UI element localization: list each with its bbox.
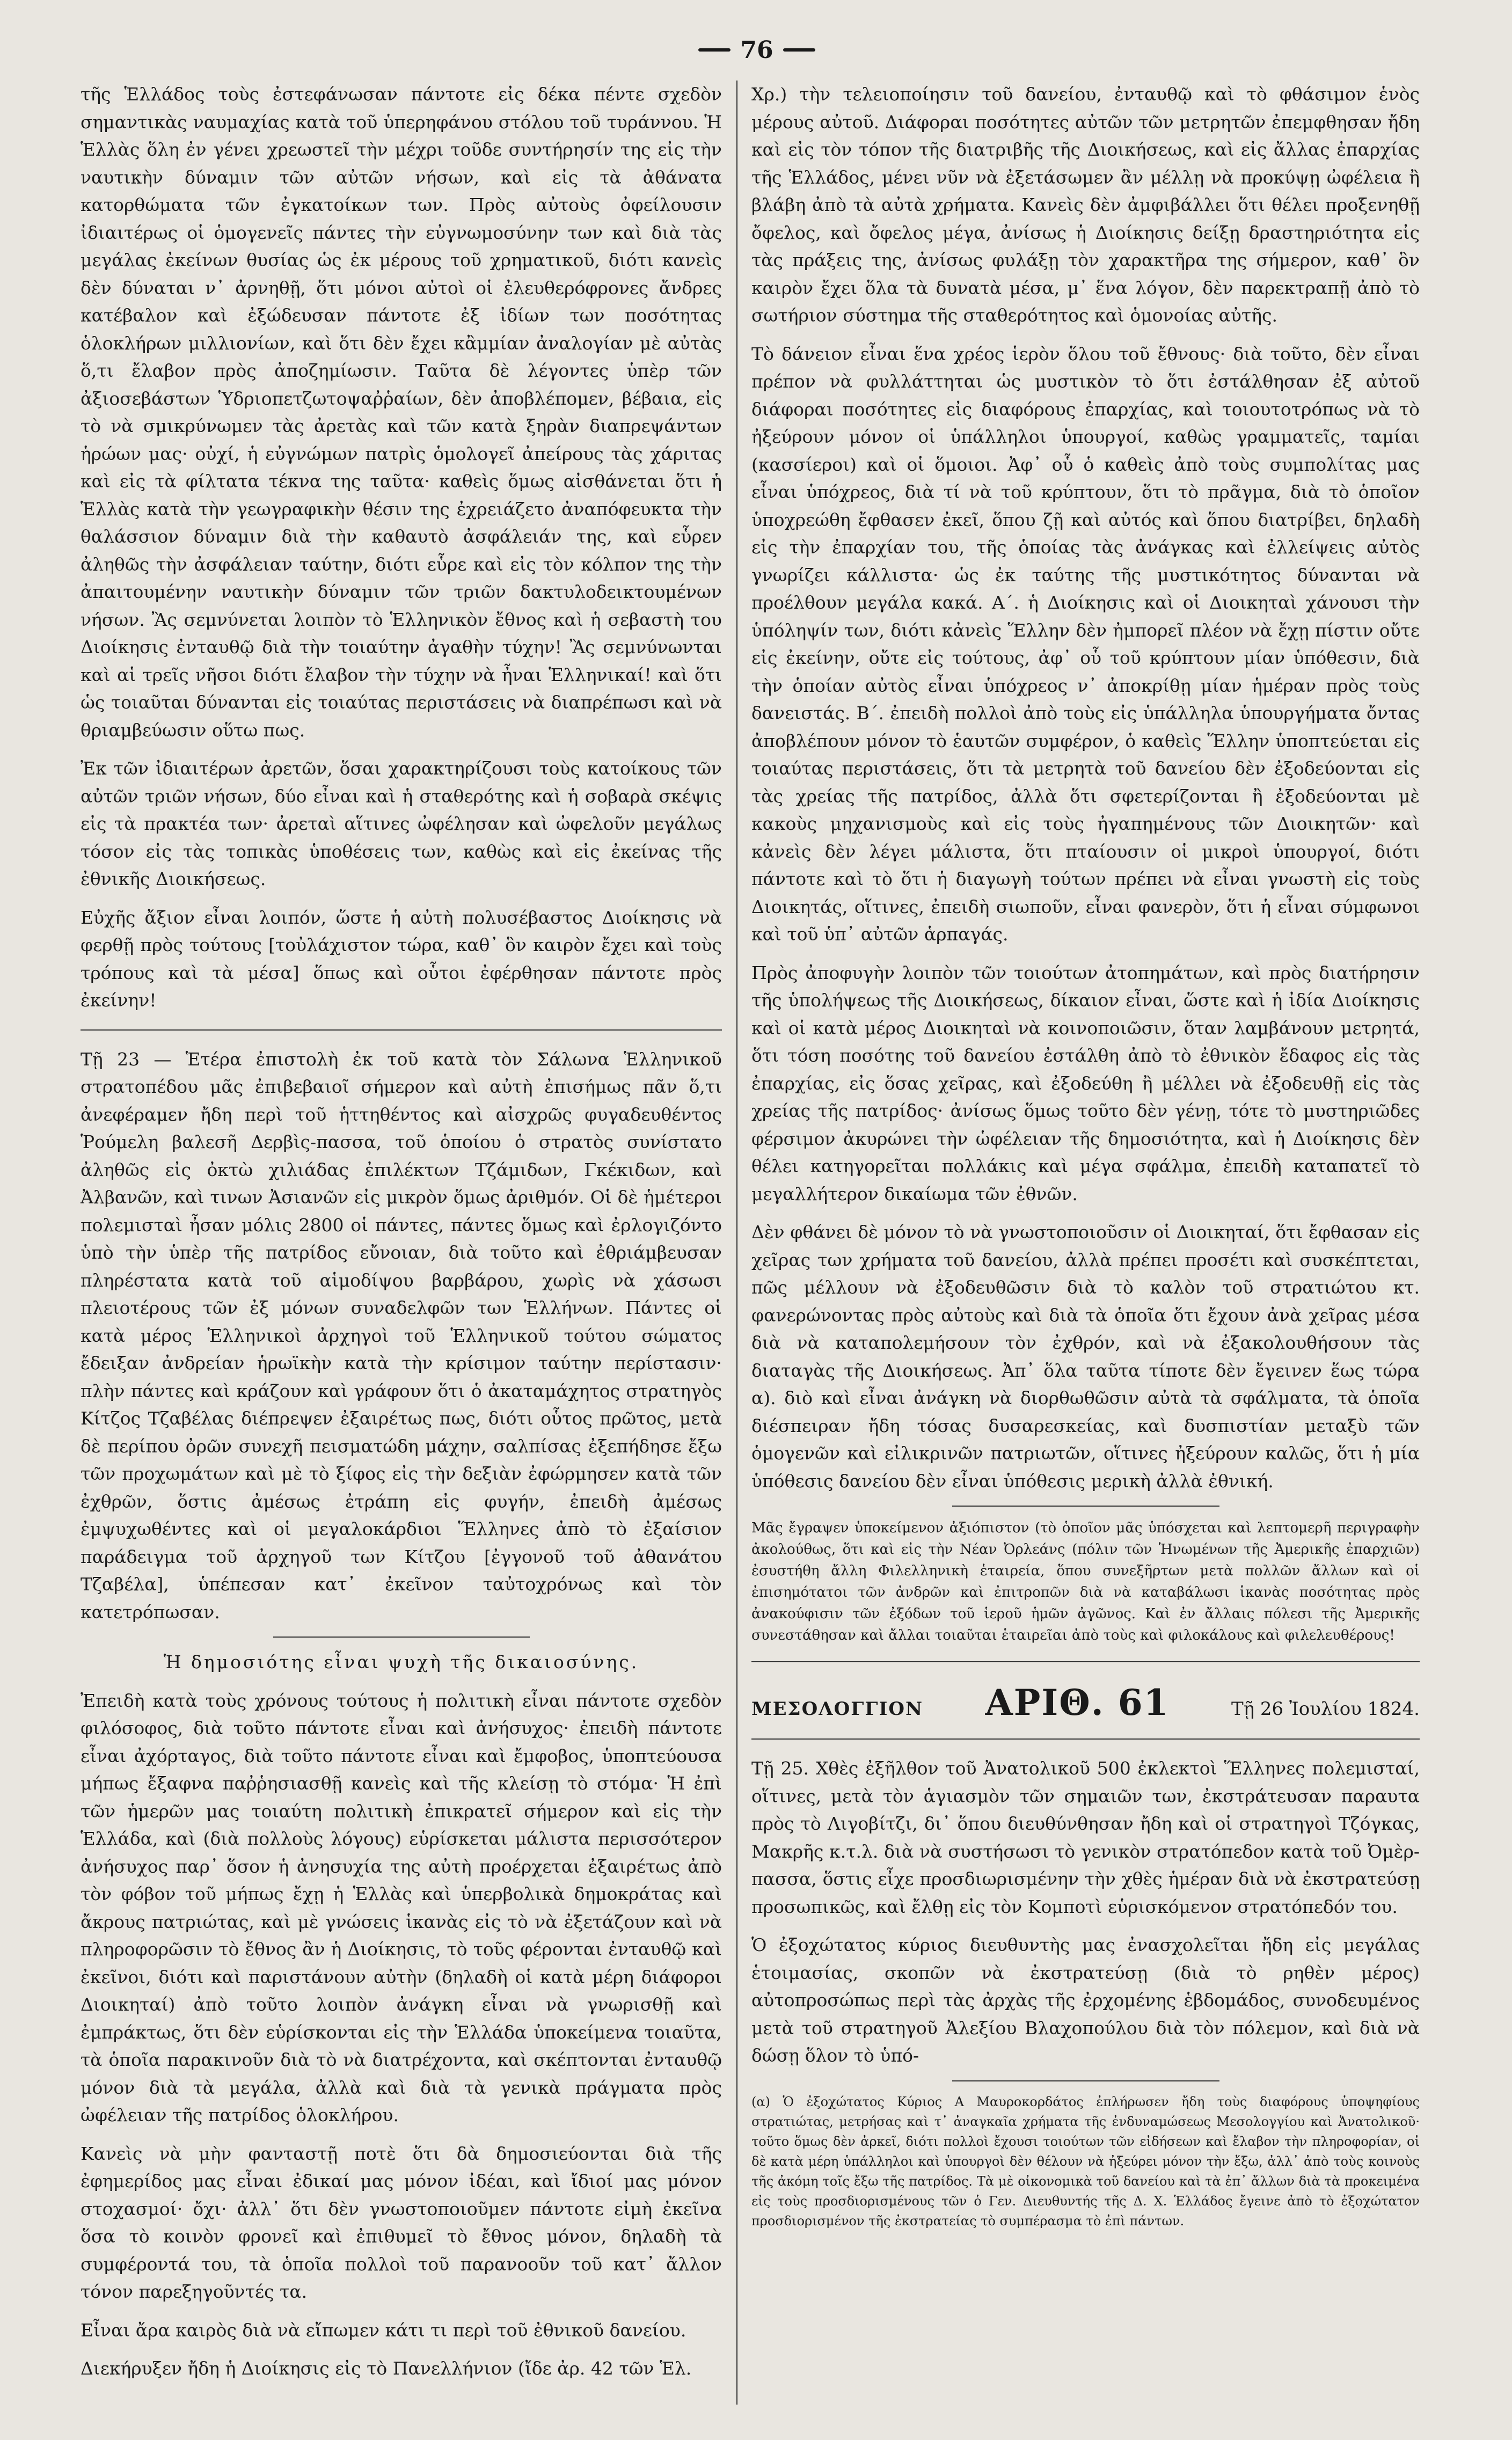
footnote: (α) Ὁ ἐξοχώτατος Κύριος Α Μαυροκορδάτος ἐπλήρωσεν ἤδη τοὺς διαφόρους ὑποψηφίους στρατιώτας, μετρήσας καὶ τ᾿ ἀναγκαῖα χρήματα τῆς ἐνδυναμώσεως Μεσολογγίου καὶ Ἀνατολικοῦ· τοῦτο ὅμως δὲν ἀρκεῖ, διότι πολλοὶ ἔχουσι τοιούτων τῶν εἰδήσεων καὶ ἔλαβον τὴν πληροφορίαν, οἱ δὲ κατὰ μέρη ὑπάλληλοι καὶ ὑπουργοὶ δὲν θέλουν νὰ ἠξεύρει μόνον τὴν ἔξω, ἀλλ᾿ ἀπὸ τοὺς κοινοὺς τῆς ἀκόμη τοῖς ἔξω τῆς πατρίδος. Τὰ μὲ οἰκονομικὰ τοῦ δανείου καὶ τὰ ἐπ᾿ ἄλλων διὰ τὰ προκειμένα εἰς τοὺς προσδιορισμένους τῶν ὁ Γεν. Διευθυντής τῆς Δ. Χ. Ἑλλάδος ἔγεινε ἀπὸ τὸ ἐξοχώτατον προσδιορισμένον τῆς ἐκστρατείας τὸ συμπέρασμα τὸ ἐπὶ πάντων. (751, 2094, 1420, 2229)
page-number: 76 (740, 36, 773, 64)
paragraph: Τὸ δάνειον εἶναι ἕνα χρέος ἱερὸν ὅλου τοῦ ἔθνους· διὰ τοῦτο, δὲν εἶναι πρέπον νὰ φυλλάττηται ὡς μυστικὸν τὸ ὅτι ἐστάλθησαν ἐξ αὐτοῦ διάφοραι ποσότητες εἰς διαφόρους ἐπαρχίας, καὶ τοιουτοτρόπως νὰ τὸ ἠξεύρουν μόνον οἱ ὑπάλληλοι ὑπουργοί, καθὼς γραμματεῖς, ταμίαι (κασσίεροι) καὶ οἱ ὅμοιοι. Ἀφ᾿ οὗ ὁ καθεὶς ἀπὸ τοὺς συμπολίτας μας εἶναι ὑπόχρεος, διὰ τί νὰ τοῦ κρύπτουν, ὅτι τὸ πρᾶγμα, διὰ τὸ ὁποῖον ὑποχρεώθη ἔφθασεν ἐκεῖ, ὅπου ζῇ καὶ αὐτός καὶ ὅπου διατρίβει, δηλαδὴ εἰς τὴν ἐπαρχίαν του, τῆς ὁποίας τὰς ἀνάγκας καὶ ἐλλείψεις αὐτὸς γνωρίζει κάλλιστα· ὡς ἐκ ταύτης τῆς μυστικότητος δύνανται νὰ προέλθουν μεγάλα κακά. Α΄. ἡ Διοίκησις καὶ οἱ Διοικηταὶ χάνουσι τὴν ὑπόληψίν των, διότι κἀνεὶς Ἕλλην δὲν ἠμπορεῖ πλέον νὰ ἔχῃ πίστιν οὔτε εἰς ἐκείνην, οὔτε εἰς τούτους, ἀφ᾿ οὗ τοῦ κρύπτουν μίαν ὑπόθεσιν, διὰ τὴν ὁποίαν αὐτὸς εἶναι ὑπόχρεος ν᾿ ἀποκρίθῃ μίαν ἡμέραν πρὸς τοὺς δανειστάς. Β΄. ἐπειδὴ πολλοὶ ἀπὸ τοὺς εἰς ὑπάλληλα ὑπουργήματα ὄντας ἀποβλέπουν μόνον τὸ ἑαυτῶν συμφέρον, ὁ καθεὶς Ἕλλην ὑποπτεύεται εἰς τοιαύτας περιστάσεις, ὅτι τὰ μετρητὰ τοῦ δανείου δὲν ἐξοδεύονται εἰς τὰς χρείας τῆς πατρίδος, ἀλλὰ ὅτι σφετερίζονται ἢ ἐξοδεύονται μὲ κακοὺς μηχανισμοὺς καὶ εἰς τοὺς ἠγαπημένους τῶν Διοικητῶν· καὶ κἀνεὶς δὲν λέγει μάλιστα, ὅτι πταίουσιν οἱ μικροὶ ὑπουργοί, διότι πάντοτε καὶ τὸ ὅτι ἡ διαγωγὴ τούτων πρέπει νὰ εἶναι γνωστὴ εἰς τοὺς Διοικητάς, οἵτινες, ἐπειδὴ σιωποῦν, εἶναι φανερὸν, ὅτι ἡ εἶναι σύμφωνοι καὶ τοῦ ὑπ᾿ αὐτῶν ἁρπαγάς. (751, 343, 1420, 945)
column-divider (736, 81, 737, 2405)
section-divider (952, 1506, 1219, 1507)
issue-header (751, 1682, 1420, 1723)
paragraph: Κανεὶς νὰ μὴν φανταστῇ ποτὲ ὅτι δὰ δημοσιεύονται διὰ τῆς ἐφημερίδος μας εἶναι ἐδικαί μας μόνον ἰδέαι, καὶ ἴδιοί μας μόνον στοχασμοί· ὄχι· ἀλλ᾿ ὅτι δὲν γνωστοποιοῦμεν πάντοτε εἰμὴ ἐκεῖνα ὅσα τὸ κοινὸν φρονεῖ καὶ ἐπιθυμεῖ τὸ ἔθνος μόνον, δηλαδὴ τὰ συμφέροντά του, τὰ ὁποῖα πολλοὶ τοῦ παρανοοῦν τοῦ κατ᾿ ἄλλον τόνον παρεξηγοῦντές τα. (81, 2143, 722, 2302)
paragraph: Δὲν φθάνει δὲ μόνον τὸ νὰ γνωστοποιοῦσιν οἱ Διοικηταί, ὅτι ἔφθασαν εἰς χεῖρας των χρήματα τοῦ δανείου, ἀλλὰ πρέπει προσέτι καὶ συσκέπτεται, πῶς μέλλουν νὰ ἐξοδευθῶσιν διὰ τὸ καλὸν τοῦ στρατιώτου κτ. φανερώνοντας πρὸς αὐτοὺς καὶ διὰ τὰ ὁποῖα ὅτι ἔχουν ἀνὰ χεῖρας μέσα διὰ νὰ καταπολεμήσουν τὸν ἐχθρόν, καὶ νὰ ἐξακολουθήσουν τὰς διαταγὰς τῆς Διοικήσεως. Ἀπ᾿ ὅλα ταῦτα τίποτε δὲν ἔγεινεν ἕως τώρα α). διὸ καὶ εἶναι ἀνάγκη νὰ διορθωθῶσιν αὐτὰ τὰ σφάλματα, τὰ ὁποῖα διέσπειραν ἤδη τόσας δυσαρεσκείας, καὶ δυσπιστίαν μεταξὺ τῶν ὁμογενῶν καὶ εἰλικρινῶν πατριωτῶν, οἵτινες ἠξεύρουν καλῶς, ὅτι ἡ μία ὑπόθεσις δανείου δὲν εἶναι ὑπόθεσις μερικὴ ἀλλὰ ἐθνική. (751, 1222, 1420, 1492)
issue-place: ΜΕΣΟΛΟΓΓΙΟΝ (751, 1698, 924, 1720)
section-divider (81, 1029, 722, 1031)
section-divider (751, 1661, 1420, 1662)
paragraph: τῆς Ἑλλάδος τοὺς ἐστεφάνωσαν πάντοτε εἰς δέκα πέντε σχεδὸν σημαντικὰς ναυμαχίας κατὰ τοῦ ὑπερηφάνου στόλου τοῦ τυράννου. Ἡ Ἑλλὰς ὅλη ἐν γένει χρεωστεῖ τὴν μέχρι τοῦδε συντήρησίν της εἰς τὴν ναυτικὴν δύναμιν τῶν αὐτῶν νήσων, καὶ εἰς τὰ ἀθάνατα κατορθώματα τῶν ἐγκατοίκων των. Πρὸς αὐτοὺς ὀφείλουσιν ἰδιαιτέρως οἱ ὁμογενεῖς πάντες τὴν εὐγνωμοσύνην των καὶ διὰ τὰς μεγάλας ἐκείνων θυσίας ὡς ἐκ μέρους τοῦ χρηματικοῦ, διότι κανεὶς δὲν δύναται ν᾿ ἀρνηθῇ, ὅτι μόνοι αὐτοὶ οἱ ἐλευθερόφρονες ἄνδρες κατέβαλον καὶ ἐξώδευσαν πάντοτε ἐξ ἰδίων των ποσότητας ὁλοκλήρων μιλλιονίων, καὶ ὅτι δὲν ἔχει κἂμμίαν ἀναλογίαν μὲ αὐτὰς ὅ,τι ἔλαβον πρὸς ἀποζημίωσιν. Ταῦτα δὲ λέγοντες ὑπὲρ τῶν ἀξιοσεβάστων Ὑδριοπετζωτοψαῤῥαίων, δὲν ἀποβλέπομεν, βέβαια, εἰς τὸ νὰ σμικρύνωμεν τὰς ἀρετὰς καὶ τῶν κατὰ ξηρὰν διαπρεψάντων ἡρώων μας· οὐχί, ἡ εὐγνώμων πατρὶς ὁμολογεῖ ἀπείρους τὰς χάριτας καὶ εἰς τὰ φίλτατα τέκνα της ταῦτα· καθεὶς ὅμως αἰσθάνεται ὅτι ἡ Ἑλλὰς κατὰ τὴν γεωγραφικὴν θέσιν της ἐχρειάζετο ἀναπόφευκτα τὴν θαλάσσιον δύναμιν διὰ τὴν καθαυτὸ ἀσφάλειάν της, καὶ εὗρεν ἀληθῶς τὴν ἀσφάλειαν ταύτην, διότι εὗρε καὶ εἰς τὸν κόλπον της τὴν ἀπαιτουμένην ναυτικὴν δύναμιν τῶν τριῶν δακτυλοδεικτουμένων νήσων. Ἂς σεμνύνεται λοιπὸν τὸ Ἑλληνικὸν ἔθνος καὶ ἡ σεβαστὴ του Διοίκησις ἐνταυθῷ διὰ τὴν τοιαύτην ἀγαθὴν τύχην! Ἂς σεμνύνωνται καὶ αἱ τρεῖς νῆσοι διότι ἔλαβον τὴν τύχην νὰ ἦναι Ἑλληνικαί! καὶ ὅτι ὡς τοιαῦται δύνανται εἰς τοιαύτας περιστάσεις νὰ διαπρέπωσι καὶ νὰ θριαμβεύωσιν οὕτω πως. (81, 84, 722, 741)
paragraph: Ἐκ τῶν ἰδιαιτέρων ἀρετῶν, ὅσαι χαρακτηρίζουσι τοὺς κατοίκους τῶν αὐτῶν τριῶν νήσων, δύο εἶναι καὶ ἡ σταθερότης καὶ ἡ σοβαρὰ σκέψις εἰς τὰ πρακτέα των· ἀρεταὶ αἵτινες ὠφέλησαν καὶ ὠφελοῦν μεγάλως τόσον εἰς τὰς τοπικὰς ὑποθέσεις των, καθὼς καὶ εἰς ἐκείνας τῆς ἐθνικῆς Διοικήσεως. (81, 758, 722, 889)
paragraph: Διεκήρυξεν ἤδη ἡ Διοίκησις εἰς τὸ Πανελλήνιον (ἴδε ἀρ. 42 τῶν Ἑλ. (81, 2358, 692, 2379)
paragraph: Εἶναι ἄρα καιρὸς διὰ νὰ εἴπωμεν κάτι τι περὶ τοῦ ἐθνικοῦ δανείου. (81, 2319, 686, 2341)
news-item: Τῇ 23 — Ἑτέρα ἐπιστολὴ ἐκ τοῦ κατὰ τὸν Σάλωνα Ἑλληνικοῦ στρατοπέδου μᾶς ἐπιβεβαιοῖ σήμερον καὶ αὐτὴ ἐπισήμως πᾶν ὅ,τι ἀνεφέραμεν ἤδη περὶ τοῦ ἡττηθέντος καὶ αἰσχρῶς φυγαδευθέντος Ῥούμελη βαλεσῆ Δερβὶς-πασσα, τοῦ ὁποίου ὁ στρατὸς συνίστατο ἀληθῶς εἰς ὀκτὼ χιλιάδας ἐπιλέκτων Τζάμιδων, Γκέκιδων, καὶ Ἀλβανῶν, καὶ τινων Ἀσιανῶν εἰς μικρὸν ὅμως ἀριθμόν. Οἱ δὲ ἡμέτεροι πολεμισταὶ ἦσαν μόλις 2800 οἱ πάντες, πάντες ὅμως καὶ ἐρλογιζόντο ὑπὸ τὴν ὑπὲρ τῆς πατρίδος εὔνοιαν, διὰ τοῦτο καὶ ἐθριάμβευσαν πληρέστατα κατὰ τοῦ αἱμοδίψου βαρβάρου, χωρὶς νὰ χάσωσι πλειοτέρους τῶν ἐξ μόνων συναδελφῶν των Ἑλλήνων. Πάντες οἱ κατὰ μέρος Ἑλληνικοὶ ἀρχηγοὶ τοῦ Ἑλληνικοῦ τούτου σώματος ἔδειξαν ἀνδρείαν ἡρωϊκὴν κατὰ τὴν κρίσιμον ταύτην περίστασιν· πλὴν πάντες καὶ κράζουν καὶ γράφουν ὅτι ὁ ἀκαταμάχητος στρατηγὸς Κίτζος Τζαβέλας διέπρεψεν ἐξαιρέτως πως, διότι οὗτος πρῶτος, μετὰ δὲ περίπου ὀρῶν συνεχῆ πεισματώδη μάχην, σαλπίσας ἐξεπήδησε ἔξω τῶν προχωμάτων καὶ μὲ τὸ ξίφος εἰς τὴν δεξιὰν ἐφώρμησεν κατὰ τῶν ἐχθρῶν, ὅστις ἀμέσως ἐτράπη εἰς φυγήν, ἐπειδὴ ἀμέσως ἐμψυχωθέντες καὶ οἱ μεγαλοκάρδιοι Ἕλληνες ἀπὸ τὸ ἐξαίσιον παράδειγμα τοῦ ἀρχηγοῦ των Κίτζου [ἐγγονοῦ τοῦ ἀθανάτου Τζαβέλα], ὑπέπεσαν κατ᾿ ἐκεῖνον ταὐτοχρόνως καὶ τὸν κατετρόπωσαν. (81, 1048, 722, 1623)
ornament-left-icon (698, 48, 731, 52)
issue-number: ΑΡΙΘ. 61 (985, 1682, 1170, 1723)
paragraph: Χρ.) τὴν τελειοποίησιν τοῦ δανείου, ἐνταυθῷ καὶ τὸ φθάσιμον ἑνὸς μέρους αὐτοῦ. Διάφοραι ποσότητες αὐτῶν τῶν μετρητῶν ἐπεμφθησαν ἤδη καὶ εἰς τὸν τόπον τῆς διατριβῆς τῆς Διοικήσεως, καὶ εἰς ἄλλας ἐπαρχίας τῆς Ἑλλάδος, μένει νῦν νὰ ἐξετάσωμεν ἂν μέλλῃ νὰ προκύψῃ ὠφέλεια ἢ βλάβη ἀπὸ τὰ αὐτὰ χρήματα. Κανεὶς δὲν ἀμφιβάλλει ὅτι θέλει προξενηθῇ ὄφελος, καὶ ὄφελος μέγα, ἀνίσως ἡ Διοίκησις δείξῃ δραστηριότητα εἰς τὰς πράξεις της, ἀνίσως φυλάξῃ τὸν χαρακτῆρα της σήμερον, καθ᾿ ὃν καιρὸν ἔχει ὅλα τὰ δυνατὰ μέσα, μ᾿ ἕνα λόγον, δὲν παρεκτραπῇ ἀπὸ τὸ σωτήριον σύστημα τῆς σταθερότητος καὶ ὁμονοίας αὐτῆς. (751, 84, 1420, 326)
paragraph: Εὐχῆς ἄξιον εἶναι λοιπόν, ὥστε ἡ αὐτὴ πολυσέβαστος Διοίκησις νὰ φερθῇ πρὸς τούτους [τοὐλάχιστον τώρα, καθ᾿ ὃν καιρὸν ἔχει καὶ τοὺς τρόπους καὶ τὰ μέσα] ὅπως καὶ οὗτοι ἐφέρθησαν πάντοτε πρὸς ἐκείνην! (81, 907, 722, 1011)
section-title: Ἡ δημοσιότης εἶναι ψυχὴ τῆς δικαιοσύνης. (163, 1652, 639, 1672)
news-item: Ὁ ἐξοχώτατος κύριος διευθυντὴς μας ἐνασχολεῖται ἤδη εἰς μεγάλας ἑτοιμασίας, σκοπῶν νὰ ἐκστρατεύσῃ (διὰ τὸ ρηθὲν μέρος) αὐτοπροσώπως περὶ τὰς ἀρχὰς τῆς ἐρχομένης ἑβδομάδος, συνοδευμένος μετὰ τοῦ στρατηγοῦ Ἀλεξίου Βλαχοπούλου διὰ τὸν πόλεμον, καὶ διὰ νὰ δώσῃ ὅλον τὸ ὑπό- (751, 1934, 1420, 2066)
right-column (751, 81, 1420, 2231)
left-column (81, 81, 722, 2393)
section-divider (273, 1637, 530, 1638)
news-item: Τῇ 25. Χθὲς ἐξῆλθον τοῦ Ἀνατολικοῦ 500 ἐκλεκτοὶ Ἕλληνες πολεμισταί, οἵτινες, μετὰ τὸν ἁγιασμὸν τῶν σημαιῶν των, ἐκστράτευσαν παραυτα πρὸς τὸ Λιγοβίτζι, δι᾿ ὅπου διευθύνθησαν ἤδη καὶ οἱ στρατηγοὶ Τζόγκας, Μακρῆς κ.τ.λ. διὰ νὰ συστήσωσι τὸ γενικὸν στρατόπεδον κατὰ τοῦ Ὀμὲρ-πασσα, ὅστις εἶχε προσδιωρισμένην τὴν χθὲς ἡμέραν διὰ νὰ ἐκστρατεύσῃ προσωπικῶς, καὶ ἔλθῃ εἰς τὸν Κομποτὶ εὑρισκόμενον στρατόπεδόν του. (751, 1758, 1420, 1917)
paragraph: Ἐπειδὴ κατὰ τοὺς χρόνους τούτους ἡ πολιτικὴ εἶναι πάντοτε σχεδὸν φιλόσοφος, διὰ τοῦτο πάντοτε εἶναι καὶ ἀνήσυχος· ἐπειδὴ πάντοτε εἶναι ἀχόρταγος, διὰ τοῦτο πάντοτε εἶναι καὶ ἔμφοβος, ὑποπτεύουσα μήπως ἔξαφνα παῤῥησιασθῇ κανεὶς καὶ τῆς κλείσῃ τὸ στόμα· Ἡ ἐπὶ τῶν ἡμερῶν μας τοιαύτη πολιτικὴ ἐπικρατεῖ σήμερον καὶ εἰς τὴν Ἑλλάδα, καὶ (διὰ πολλοὺς λόγους) εὑρίσκεται μάλιστα περισσότερον ἀνήσυχος παρ᾿ ὅσον ἡ ἀνησυχία της αὐτὴ προέρχεται ἐξαιρέτως ἀπὸ τὸν φόβον τοῦ μήπως ἔχῃ ἡ Ἑλλὰς καὶ ὑπερβολικὰ δημοκράτας καὶ ἄκρους πατριώτας, καὶ μὲ γνώσεις ἱκανὰς εἰς τὸ νὰ ἐξετάζουν καὶ νὰ πληροφορῶσιν τὸ ἔθνος ἂν ἡ Διοίκησις, τὸ τοῦς φέρονται ἐνταυθῷ καὶ ἐκεῖνοι, διότι καὶ παριστάνουν αὐτὴν (δηλαδὴ οἱ κατὰ μέρη διάφοροι Διοικηταί) ἀπὸ τοῦτο λοιπὸν ἀνάγκη εἶναι νὰ γνωρισθῇ καὶ ἐμπράκτως, ὅτι δὲν εὑρίσκονται εἰς τὴν Ἑλλάδα ὑποκείμενα τοιαῦτα, τὰ ὁποῖα παρακινοῦν διὰ τὸ νὰ διατρέχοντα, καὶ σκέπτονται ἐνταυθῷ μόνον διὰ τὰ μεγάλα, ἀλλὰ καὶ διὰ τὰ γενικὰ πράγματα πρὸς ὠφέλειαν τῆς πατρίδος ὁλοκλήρου. (81, 1690, 722, 2125)
footnote-divider (952, 2080, 1219, 2081)
paragraph: Πρὸς ἀποφυγὴν λοιπὸν τῶν τοιούτων ἀτοπημάτων, καὶ πρὸς διατήρησιν τῆς ὑπολήψεως τῆς Διοικήσεως, δίκαιον εἶναι, ὥστε καὶ ἡ ἰδία Διοίκησις καὶ οἱ κατὰ μέρος Διοικηταὶ νὰ κοινοποιῶσιν, ὅταν λαμβάνουν μετρητά, ὅτι τόση ποσότης τοῦ δανείου ἐστάλθη ἀπὸ τὸ ἐθνικὸν ἔδαφος εἰς τὰς ἐπαρχίας, εἰς ὅσας χεῖρας, καὶ ἐξοδεύθη ἢ μέλλει νὰ ἐξοδευθῇ εἰς τὰς χρείας τῆς πατρίδος· ἀνίσως ὅμως τοῦτο δὲν γένῃ, τότε τὸ μυστηριῶδες φέρσιμον ἀκυρώνει τὴν ὡφέλειαν τῆς δημοσιότητα, καὶ ἡ Διοίκησις δὲν θέλει κατηγορεῖται πολλάκις καὶ μέγα σφάλμα, ἐπειδὴ καταπατεῖ τὸ μεγαλλήτερον δικαίωμα τῶν ἐθνῶν. (751, 962, 1420, 1204)
page-header (698, 31, 816, 69)
section-divider (751, 1738, 1420, 1740)
notice-text: Μᾶς ἔγραψεν ὑποκείμενον ἀξιόπιστον (τὸ ὁποῖον μᾶς ὑπόσχεται καὶ λεπτομερῆ περιγραφὴν ἀκολούθως, ὅτι καὶ εἰς τὴν Νέαν Ὀρλεάνς (πόλιν τῶν Ἡνωμένων τῆς Ἀμερικῆς ἐπαρχιῶν) ἐσυστήθη ἄλλη Φιλελληνικὴ ἑταιρεία, ὅπου συνεξῆρτων μετὰ πολλῶν ἄλλων καὶ οἱ ἐπισημότατοι τῶν ἀνδρῶν καὶ ἐπιτροπῶν διὰ νὰ καταβάλωσι ἱκανὰς ποσότητας πρὸς ἀνακούφισιν τῶν ἐξόδων τοῦ ἱεροῦ ἡμῶν ἀγῶνος. Καὶ ἐν ἄλλαις πόλεσι τῆς Ἀμερικῆς συνεστάθησαν καὶ ἄλλαι τοιαῦται ἑταιρεῖαι ἀπὸ τοὺς καὶ φιλοκάλους καὶ φιλελευθέρους! (751, 1520, 1420, 1643)
issue-date: Τῇ 26 Ἰουλίου 1824. (1231, 1698, 1420, 1720)
ornament-right-icon (783, 48, 815, 52)
